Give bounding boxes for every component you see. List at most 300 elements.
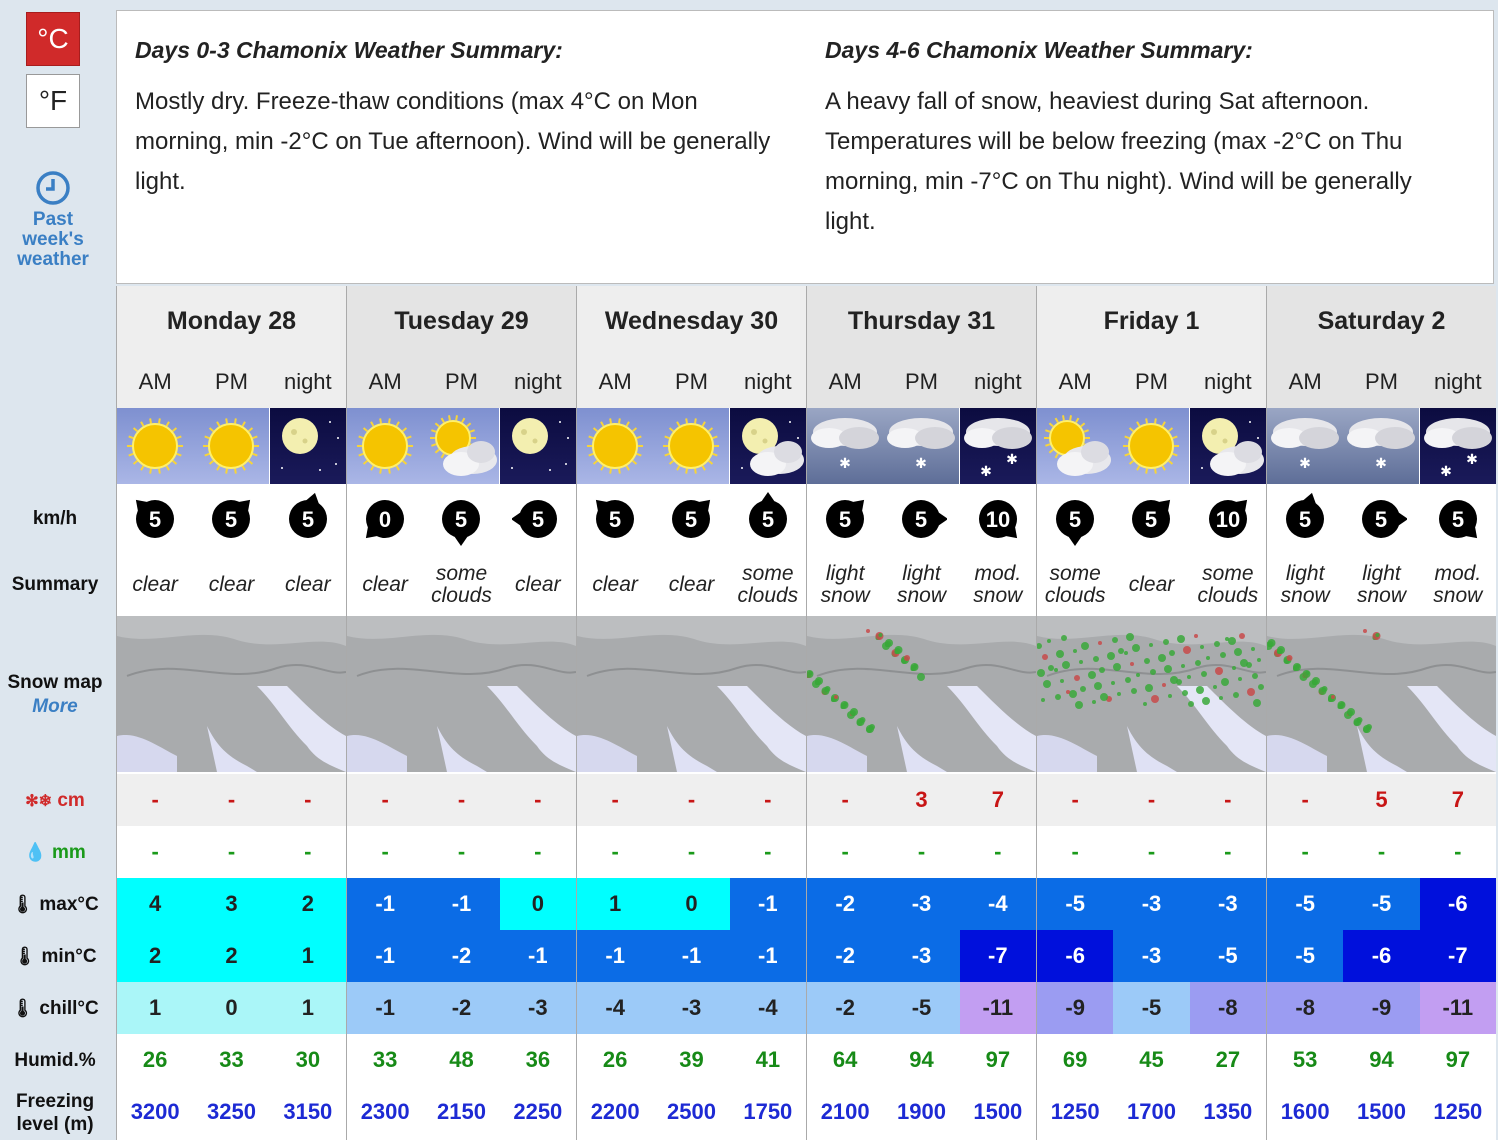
day-column [346,286,576,1140]
wind-direction-icon [435,489,487,549]
min-row-label [0,946,110,968]
snow-cm-cell: 7 [1420,774,1496,826]
svg-text:0: 0 [379,507,392,532]
min-temp-cell: -1 [730,930,806,982]
wind-chill-row [1037,982,1266,1034]
wind-row [117,484,346,554]
summary-row-label: Summary [11,574,99,595]
snow-map[interactable] [1267,616,1496,772]
max-temp-cell: -3 [1113,878,1189,930]
snow-cm-cell: - [347,774,423,826]
rain-mm-cell: - [151,839,159,864]
celsius-button[interactable]: °C [26,12,80,66]
summary-text: snow [1433,584,1483,607]
min-temp-cell: 2 [193,930,269,982]
snow-cm-cell: 3 [883,774,959,826]
wind-direction-icon [282,489,334,549]
thermometer-icon: 🌡 [11,998,35,1018]
humidity-row [1037,1034,1266,1086]
snow-cm-cell: 7 [960,774,1036,826]
weather-summary-panel [116,10,1494,284]
humidity-cell: 33 [219,1047,244,1072]
wind-chill-cell: -3 [653,982,729,1034]
summary-text: clear [668,573,715,596]
snow-map-image[interactable] [347,616,576,772]
wind-chill-cell: 1 [270,982,346,1034]
wind-chill-cell: -11 [960,982,1036,1034]
rain-mm-cell: - [1301,839,1309,864]
freezing-level-row [347,1086,576,1138]
snow-cm-cell: - [270,774,346,826]
snow-night-icon [1420,408,1496,484]
summary-text: clouds [737,584,799,607]
snow-cm-row [347,774,576,826]
period-label: night [283,369,332,394]
summary-cell [347,554,423,616]
summary-right-title: Days 4-6 Chamonix Weather Summary: [825,37,1253,63]
humidity-cell: 94 [909,1047,934,1072]
snow-map[interactable] [347,616,576,772]
max-temp-row [1267,878,1496,930]
humidity-cell: 64 [832,1047,858,1072]
day-header: Tuesday 29 [347,286,576,356]
wind-chill-cell: -11 [1420,982,1496,1034]
summary-row [807,554,1036,616]
freezing-level-row [807,1086,1036,1138]
wind-direction-icon [205,489,257,549]
wind-cell [500,484,576,554]
day-column [116,286,346,1140]
svg-text:✱: ✱ [1375,456,1388,472]
max-temp-cell: 1 [577,878,653,930]
wind-direction-icon [819,489,871,549]
summary-text: some [1202,562,1254,585]
max-temp-cell: 2 [270,878,346,930]
rain-mm-cell: - [1147,839,1156,864]
summary-cell [423,554,499,616]
weather-icon-row [347,408,576,484]
freezing-level-cell: 1350 [1203,1099,1253,1124]
period-label: AM [598,369,632,394]
snow-night-icon [960,408,1036,484]
snow-cm-cell: - [577,774,653,826]
wind-row [1037,484,1266,554]
period-label: AM [138,369,172,394]
freezing-level-cell: 2300 [360,1099,410,1124]
fahrenheit-button[interactable]: °F [26,74,80,128]
wind-direction-icon [742,489,794,549]
svg-text:5: 5 [685,507,698,532]
wind-cell [1267,484,1343,554]
sidebar [0,0,110,1140]
rain-mm-cell: - [917,839,926,864]
weather-icon-cell [1420,408,1496,484]
humidity-row [807,1034,1036,1086]
weather-icon-row [807,408,1036,484]
rain-mm-cell: - [1377,839,1386,864]
svg-text:5: 5 [839,507,852,532]
svg-text:5: 5 [301,507,314,532]
sun-cloud-icon [423,408,499,484]
summary-cell [1343,554,1419,616]
wind-chill-cell: -1 [347,982,423,1034]
humidity-cell: 48 [449,1047,474,1072]
humidity-row [347,1034,576,1086]
clock-icon [35,170,71,206]
past-week-line2: week's [22,229,84,250]
snow-map[interactable] [1037,616,1266,772]
max-temp-row [577,878,806,930]
day-column [806,286,1036,1140]
period-labels [577,356,806,408]
sun-icon [193,408,269,484]
weather-icon-cell [653,408,729,484]
svg-text:5: 5 [531,507,544,532]
svg-text:10: 10 [985,507,1011,532]
snow-map-more-link[interactable]: More [32,696,78,717]
humidity-cell: 36 [525,1047,551,1072]
min-temp-cell: -2 [807,930,883,982]
freezing-level-row [1037,1086,1266,1138]
snow-map-image[interactable] [1037,616,1266,772]
summary-cell [193,554,269,616]
humidity-cell: 26 [142,1047,168,1072]
weather-icon-cell [807,408,883,484]
humidity-row [117,1034,346,1086]
summary-text: clear [1128,573,1175,596]
snow-cm-row [1037,774,1266,826]
summary-days-0-3 [135,37,775,202]
weather-icon-row [1267,408,1496,484]
wind-chill-row [577,982,806,1034]
rain-mm-row [1267,826,1496,878]
rain-mm-row [347,826,576,878]
rain-mm-cell: - [304,839,312,864]
weather-icon-cell [347,408,423,484]
snow-cm-cell: - [1113,774,1189,826]
freezing-level-cell: 1700 [1127,1099,1176,1124]
snow-unit-label: cm [57,790,85,811]
humidity-cell: 53 [1292,1047,1318,1072]
wind-cell [423,484,499,554]
svg-text:5: 5 [1069,507,1082,532]
weather-icon-cell [270,408,346,484]
max-temp-cell: -5 [1343,878,1419,930]
wind-direction-icon [359,489,411,549]
summary-text: clouds [431,584,492,607]
min-temp-cell: -1 [500,930,576,982]
svg-text:✱: ✱ [839,456,852,472]
humidity-cell: 69 [1062,1047,1088,1072]
rain-mm-row [1037,826,1266,878]
rain-mm-cell: - [841,839,849,864]
snow-cm-cell: - [500,774,576,826]
wind-row [347,484,576,554]
max-temp-cell: -2 [807,878,883,930]
wind-chill-cell: -8 [1267,982,1343,1034]
weather-icon-cell [1190,408,1266,484]
moon-cloud-icon [1190,408,1266,484]
period-label: PM [904,369,938,394]
summary-text: clear [285,573,331,596]
moon-clear-icon [270,408,346,484]
summary-left-title: Days 0-3 Chamonix Weather Summary: [135,37,563,63]
freezing-level-cell: 2200 [590,1099,640,1124]
svg-text:5: 5 [1451,507,1464,532]
moon-clear-icon [500,408,576,484]
weather-icon-row [117,408,346,484]
weather-icon-cell [960,408,1036,484]
min-temp-cell: -5 [1267,930,1343,982]
max-label: max°C [39,894,99,915]
rain-mm-cell: - [1224,839,1232,864]
wind-direction-icon [665,489,717,549]
svg-text:5: 5 [609,507,622,532]
snow-cm-row [117,774,346,826]
wind-cell [807,484,883,554]
period-labels [1037,356,1266,408]
thermometer-icon: 🌡 [11,894,35,914]
summary-text: some [742,562,794,585]
wind-row [807,484,1036,554]
max-temp-row [117,878,346,930]
min-temp-cell: -3 [1113,930,1189,982]
snow-cm-cell: - [1037,774,1113,826]
wind-row [577,484,806,554]
summary-cell [883,554,959,616]
summary-cell [1113,554,1189,616]
summary-cell [1267,554,1343,616]
min-temp-cell: -5 [1190,930,1266,982]
period-label: AM [828,369,862,394]
snow-map-image[interactable] [807,616,1036,772]
day-column [1036,286,1266,1140]
min-temp-row [1037,930,1266,982]
wind-chill-cell: -8 [1190,982,1266,1034]
weather-icon-row [1037,408,1266,484]
rain-mm-cell: - [764,839,772,864]
period-label: AM [1058,369,1092,394]
rain-mm-row [117,826,346,878]
summary-text: clouds [1044,584,1106,607]
min-temp-cell: 1 [270,930,346,982]
max-temp-row [347,878,576,930]
period-label: night [1203,369,1252,394]
wind-direction-icon [1279,489,1331,549]
max-temp-cell: 3 [193,878,269,930]
summary-cell [1420,554,1496,616]
sun-cloud-icon [1037,408,1113,484]
summary-text: clear [362,573,408,596]
weather-icon-row [577,408,806,484]
weather-icon-cell [1037,408,1113,484]
snow-map-image[interactable] [1267,616,1496,772]
sun-icon [347,408,423,484]
period-label: PM [1134,369,1168,394]
freezing-level-cell: 1250 [1433,1099,1483,1124]
day-header: Wednesday 30 [577,286,806,356]
humidity-cell: 97 [1445,1047,1471,1072]
summary-cell [1037,554,1113,616]
max-temp-cell: -1 [730,878,806,930]
snow-cm-cell: - [1190,774,1266,826]
humidity-cell: 26 [602,1047,628,1072]
weather-icon-cell [117,408,193,484]
past-week-weather-link[interactable] [0,170,106,270]
svg-text:5: 5 [1375,507,1388,532]
summary-text: snow [820,584,870,607]
freezing-row-label [0,1090,110,1136]
wind-direction-icon [589,489,641,549]
summary-text: some [435,562,488,585]
snow-map[interactable] [117,616,346,772]
snow-map-image[interactable] [117,616,346,772]
svg-text:✱: ✱ [1299,456,1312,472]
summary-row [577,554,806,616]
wind-cell [883,484,959,554]
rain-mm-cell: - [994,839,1002,864]
freezing-level-cell: 3250 [207,1099,256,1124]
wind-cell [1420,484,1496,554]
freezing-level-cell: 1750 [743,1099,793,1124]
wind-chill-row [1267,982,1496,1034]
snow-cm-cell: - [730,774,806,826]
snow-cm-row [577,774,806,826]
snow-map[interactable] [577,616,806,772]
past-week-line3: weather [17,249,89,270]
snow-cm-cell: - [117,774,193,826]
period-label: PM [214,369,248,394]
svg-text:✱: ✱ [1465,452,1478,468]
sun-icon [117,408,193,484]
min-temp-cell: -1 [347,930,423,982]
max-row-label [0,894,110,916]
humidity-row [577,1034,806,1086]
freezing-level-cell: 2100 [820,1099,870,1124]
period-label: night [743,369,792,394]
rain-mm-row [807,826,1036,878]
sun-icon [653,408,729,484]
day-header: Monday 28 [117,286,346,356]
max-temp-cell: 0 [653,878,729,930]
summary-days-4-6 [825,37,1465,242]
period-labels [117,356,346,408]
summary-cell [117,554,193,616]
wind-cell [960,484,1036,554]
freezing-level-cell: 1500 [1357,1099,1406,1124]
wind-chill-cell: 1 [117,982,193,1034]
day-column [1266,286,1496,1140]
snow-cm-row [1267,774,1496,826]
freezing-level-cell: 2500 [667,1099,716,1124]
max-temp-cell: 0 [500,878,576,930]
rain-mm-cell: - [381,839,389,864]
wind-direction-icon [1125,489,1177,549]
wind-chill-cell: -2 [807,982,883,1034]
min-temp-cell: 2 [117,930,193,982]
period-label: PM [674,369,708,394]
svg-text:✱: ✱ [979,464,992,480]
freezing-level-cell: 2250 [513,1099,563,1124]
day-column [576,286,806,1140]
humidity-cell: 30 [295,1047,321,1072]
wind-cell [270,484,346,554]
rain-mm-cell: - [687,839,696,864]
summary-text: clear [132,573,178,596]
freezing-level-cell: 3200 [130,1099,180,1124]
freezing-level-cell: 1900 [897,1099,946,1124]
wind-cell [1113,484,1189,554]
period-label: night [973,369,1022,394]
snow-cm-cell: - [423,774,499,826]
wind-cell [1037,484,1113,554]
wind-cell [730,484,806,554]
summary-text: clear [208,573,255,596]
min-temp-row [347,930,576,982]
summary-text: light [902,562,941,585]
summary-cell [577,554,653,616]
wind-cell [577,484,653,554]
summary-cell [1190,554,1266,616]
wind-row [1267,484,1496,554]
sun-icon [577,408,653,484]
max-temp-cell: 4 [117,878,193,930]
period-labels [807,356,1036,408]
summary-cell [730,554,806,616]
summary-row [117,554,346,616]
snow-cm-cell: - [653,774,729,826]
period-labels [1267,356,1496,408]
snow-map[interactable] [807,616,1036,772]
snowflake-icon: ✻❄ [25,793,53,810]
wind-cell [347,484,423,554]
svg-text:5: 5 [149,507,162,532]
day-header: Saturday 2 [1267,286,1496,356]
snow-map-row-label: Snow map [7,672,103,693]
snow-map-image[interactable] [577,616,806,772]
snow-cm-row [807,774,1036,826]
freezing-level-row [577,1086,806,1138]
min-temp-row [1267,930,1496,982]
summary-text: snow [1356,584,1406,607]
humidity-cell: 45 [1139,1047,1164,1072]
wind-chill-cell: -2 [423,982,499,1034]
wind-cell [193,484,269,554]
wind-chill-cell: 0 [193,982,269,1034]
min-temp-cell: -3 [883,930,959,982]
humidity-cell: 33 [372,1047,398,1072]
max-temp-cell: -1 [347,878,423,930]
freezing-level-row [117,1086,346,1138]
min-temp-cell: -7 [1420,930,1496,982]
min-label: min°C [41,946,97,967]
period-label: AM [1288,369,1322,394]
forecast-table [116,286,1496,1140]
summary-cell [960,554,1036,616]
humidity-cell: 94 [1369,1047,1394,1072]
past-week-line1: Past [32,209,74,230]
humidity-cell: 39 [679,1047,704,1072]
summary-text: clear [592,573,638,596]
wind-cell [1190,484,1266,554]
svg-text:✱: ✱ [1005,452,1018,468]
rain-unit-label: mm [51,842,86,863]
humidity-cell: 27 [1215,1047,1241,1072]
freezing-level-cell: 3150 [283,1099,333,1124]
summary-text: light [825,562,865,585]
summary-text: mod. [1434,562,1482,585]
min-temp-cell: -1 [577,930,653,982]
